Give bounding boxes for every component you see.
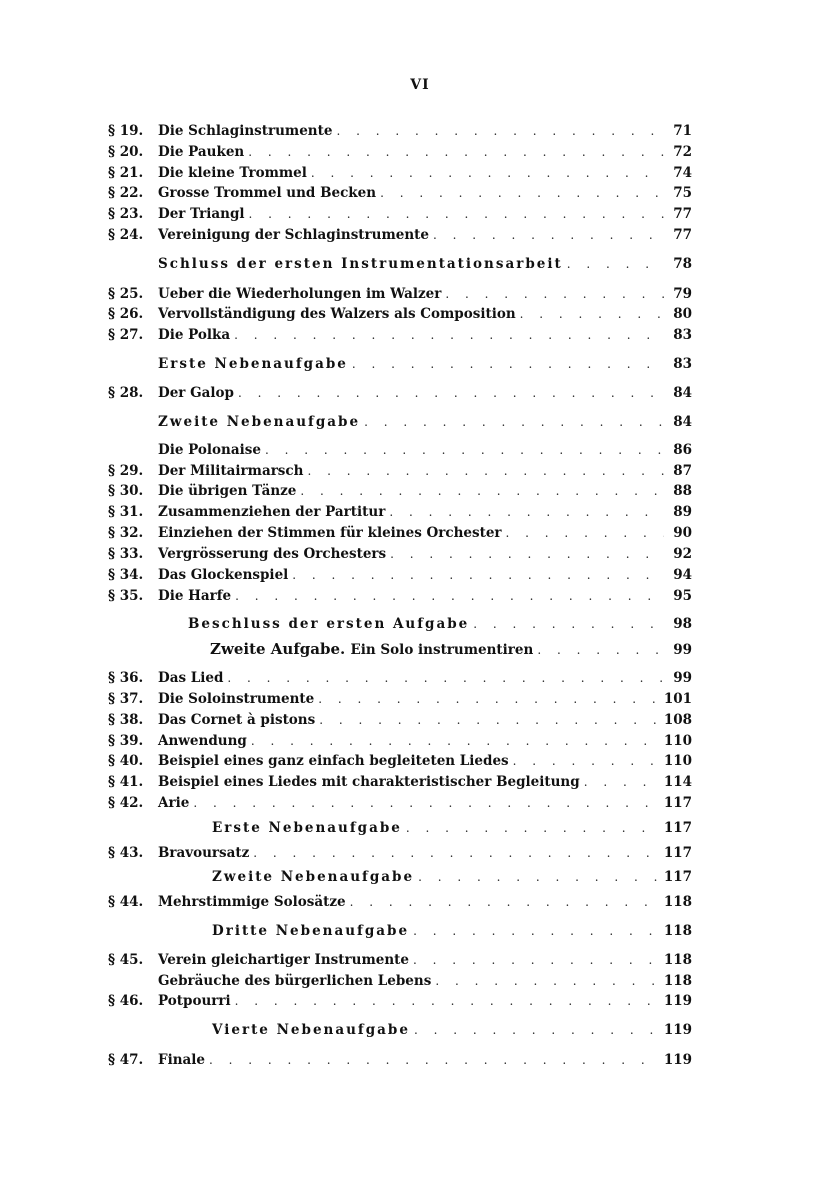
entry-page: 88 [673,483,692,499]
entry-page: 95 [673,588,692,604]
toc-entry [108,689,692,709]
entry-title: Finale [158,1052,205,1068]
dot-leader [319,710,660,730]
entry-title: Die kleine Trommel [158,165,307,181]
toc-subheading [108,254,692,274]
toc-entry [108,204,692,224]
dot-leader [445,284,664,304]
section-number: § 26. [108,306,144,322]
dot-leader [227,668,664,688]
section-number: § 31. [108,504,144,520]
section-number: § 45. [108,952,144,968]
entry-title: Zweite Nebenaufgabe [158,414,361,430]
entry-title: Verein gleichartiger Instrumente [158,952,409,968]
entry-page: 86 [673,442,692,458]
section-number: § 21. [108,165,144,181]
dot-leader [265,440,664,460]
page-number: VI [410,77,430,93]
section-number: § 22. [108,185,144,201]
entry-page: 99 [673,642,692,658]
toc-entry [108,793,692,813]
entry-title: Vierte Nebenaufgabe [212,1022,410,1038]
entry-page: 89 [673,504,692,520]
entry-title: Vereinigung der Schlaginstrumente [158,227,429,243]
entry-title: Beispiel eines Liedes mit charakteristischer Begleitung [158,774,580,790]
entry-title: Bravoursatz [158,845,250,861]
section-number: § 43. [108,845,144,861]
entry-page: 77 [673,206,692,222]
toc-entry [108,1050,692,1070]
entry-title: Die Pauken [158,144,245,160]
toc-entry [108,565,692,585]
entry-title: Mehrstimmige Solosätze [158,894,346,910]
entry-page: 83 [673,327,692,343]
section-number: § 29. [108,463,144,479]
toc-entry [108,950,692,970]
toc-subheading [138,614,692,634]
section-number: § 46. [108,993,144,1009]
entry-page: 77 [673,227,692,243]
toc-entry [108,772,692,792]
toc-entry [108,440,692,460]
entry-page: 83 [673,356,692,372]
toc-entry [108,668,692,688]
toc-entry [108,751,692,771]
entry-title: Einziehen der Stimmen für kleines Orchester [158,525,502,541]
section-number: § 36. [108,670,144,686]
toc-entry [108,710,692,730]
dot-leader [235,586,664,606]
entry-title-rest: Ein Solo instrumentiren [350,642,534,658]
entry-page: 99 [673,670,692,686]
section-number: § 32. [108,525,144,541]
toc-entry [108,843,692,863]
section-number: § 19. [108,123,144,139]
dot-leader [307,461,664,481]
dot-leader [537,640,664,660]
entry-page: 84 [673,414,692,430]
toc-subheading [160,639,692,659]
dot-leader [513,751,660,771]
dot-leader [506,523,664,543]
entry-title: Zweite Nebenaufgabe [212,869,415,885]
entry-title: Die Schlaginstrumente [158,123,333,139]
dot-leader [311,163,664,183]
dot-leader [413,950,660,970]
entry-page: 90 [673,525,692,541]
entry-title: Beschluss der ersten Aufgabe [188,616,470,632]
section-number: § 28. [108,385,144,401]
toc-subheading [162,1020,692,1040]
entry-page: 72 [673,144,692,160]
entry-page: 117 [663,869,692,885]
section-number: § 25. [108,286,144,302]
section-number: § 38. [108,712,144,728]
entry-page: 94 [673,567,692,583]
dot-leader [352,354,664,374]
toc-subheading [108,412,692,432]
dot-leader [435,971,659,991]
toc-entry [108,544,692,564]
dot-leader [318,689,660,709]
entry-title: Gebräuche des bürgerlichen Lebens [158,973,432,989]
section-number: § 41. [108,774,144,790]
toc-entry [108,731,692,751]
entry-title: Der Galop [158,385,234,401]
dot-leader [248,142,664,162]
dot-leader [389,502,664,522]
dot-leader [193,793,660,813]
dot-leader [251,731,660,751]
dot-leader [567,254,664,274]
entry-page: 118 [663,923,692,939]
dot-leader [433,225,664,245]
entry-title: Zweite Aufgabe. [210,640,346,658]
section-number: § 42. [108,795,144,811]
entry-title: Die Harfe [158,588,232,604]
toc-entry [108,183,692,203]
section-number: § 35. [108,588,144,604]
dot-leader [292,565,664,585]
entry-title: Beispiel eines ganz einfach begleiteten Liedes [158,753,509,769]
dot-leader [520,304,664,324]
entry-page: 118 [663,894,692,910]
dot-leader [414,1020,660,1040]
entry-title: Die Polonaise [158,442,261,458]
entry-page: 118 [663,973,692,989]
entry-title: Die Polka [158,327,231,343]
toc-entry [108,225,692,245]
entry-page: 117 [663,795,692,811]
section-number: § 39. [108,733,144,749]
entry-page: 75 [673,185,692,201]
dot-leader [418,867,660,887]
entry-title: Das Cornet à pistons [158,712,316,728]
section-number: § 40. [108,753,144,769]
entry-page: 71 [673,123,692,139]
dot-leader [380,183,664,203]
entry-page: 119 [663,1022,692,1038]
toc-subheading [162,867,692,887]
dot-leader [473,614,664,634]
dot-leader [390,544,664,564]
entry-title: Anwendung [158,733,247,749]
toc-entry [108,892,692,912]
toc-entry [108,325,692,345]
toc-entry [108,284,692,304]
entry-page: 79 [673,286,692,302]
toc-entry [108,971,692,991]
dot-leader [406,818,660,838]
dot-leader [300,481,664,501]
entry-page: 74 [673,165,692,181]
toc-entry [108,461,692,481]
entry-title: Der Triangl [158,206,245,222]
entry-page: 117 [663,820,692,836]
entry-title: Die übrigen Tänze [158,483,297,499]
entry-page: 118 [663,952,692,968]
section-number: § 30. [108,483,144,499]
entry-page: 80 [673,306,692,322]
entry-page: 101 [663,691,692,707]
toc-entry [108,523,692,543]
toc-subheading [162,818,692,838]
dot-leader [413,921,660,941]
entry-title: Dritte Nebenaufgabe [212,923,410,939]
dot-leader [350,892,660,912]
entry-title: Potpourri [158,993,231,1009]
dot-leader [249,204,664,224]
dot-leader [336,121,664,141]
entry-page: 114 [663,774,692,790]
toc-entry [108,383,692,403]
entry-page: 110 [663,733,692,749]
dot-leader [584,772,660,792]
toc-entry [108,481,692,501]
entry-title: Vervollständigung des Walzers als Composition [158,306,516,322]
dot-leader [234,325,664,345]
toc-entry [108,991,692,1011]
entry-title: Schluss der ersten Instrumentationsarbeit [158,256,563,272]
dot-leader [209,1050,660,1070]
section-number: § 33. [108,546,144,562]
entry-page: 119 [663,993,692,1009]
entry-page: 78 [673,256,692,272]
entry-title: Das Lied [158,670,224,686]
entry-page: 110 [663,753,692,769]
entry-page: 108 [663,712,692,728]
dot-leader [235,991,660,1011]
entry-title: Erste Nebenaufgabe [212,820,402,836]
entry-title: Grosse Trommel und Becken [158,185,377,201]
toc-entry [108,121,692,141]
section-number: § 44. [108,894,144,910]
toc-entry [108,586,692,606]
toc-entry [108,142,692,162]
entry-page: 92 [673,546,692,562]
section-number: § 34. [108,567,144,583]
entry-page: 98 [673,616,692,632]
section-number: § 37. [108,691,144,707]
toc-subheading [162,921,692,941]
dot-leader [253,843,660,863]
entry-page: 84 [673,385,692,401]
entry-page: 119 [663,1052,692,1068]
dot-leader [238,383,664,403]
entry-title: Arie [158,795,190,811]
section-number: § 47. [108,1052,144,1068]
dot-leader [364,412,664,432]
section-number: § 23. [108,206,144,222]
entry-title: Vergrösserung des Orchesters [158,546,387,562]
entry-page: 87 [673,463,692,479]
toc-entry [108,502,692,522]
toc-entry [108,304,692,324]
entry-title: Das Glockenspiel [158,567,289,583]
section-number: § 24. [108,227,144,243]
section-number: § 27. [108,327,144,343]
toc-entry [108,163,692,183]
entry-title: Ueber die Wiederholungen im Walzer [158,286,442,302]
toc-subheading [108,354,692,374]
entry-page: 117 [663,845,692,861]
entry-title: Die Soloinstrumente [158,691,315,707]
entry-title: Erste Nebenaufgabe [158,356,348,372]
section-number: § 20. [108,144,144,160]
entry-title: Zusammenziehen der Partitur [158,504,386,520]
entry-title: Der Militairmarsch [158,463,304,479]
